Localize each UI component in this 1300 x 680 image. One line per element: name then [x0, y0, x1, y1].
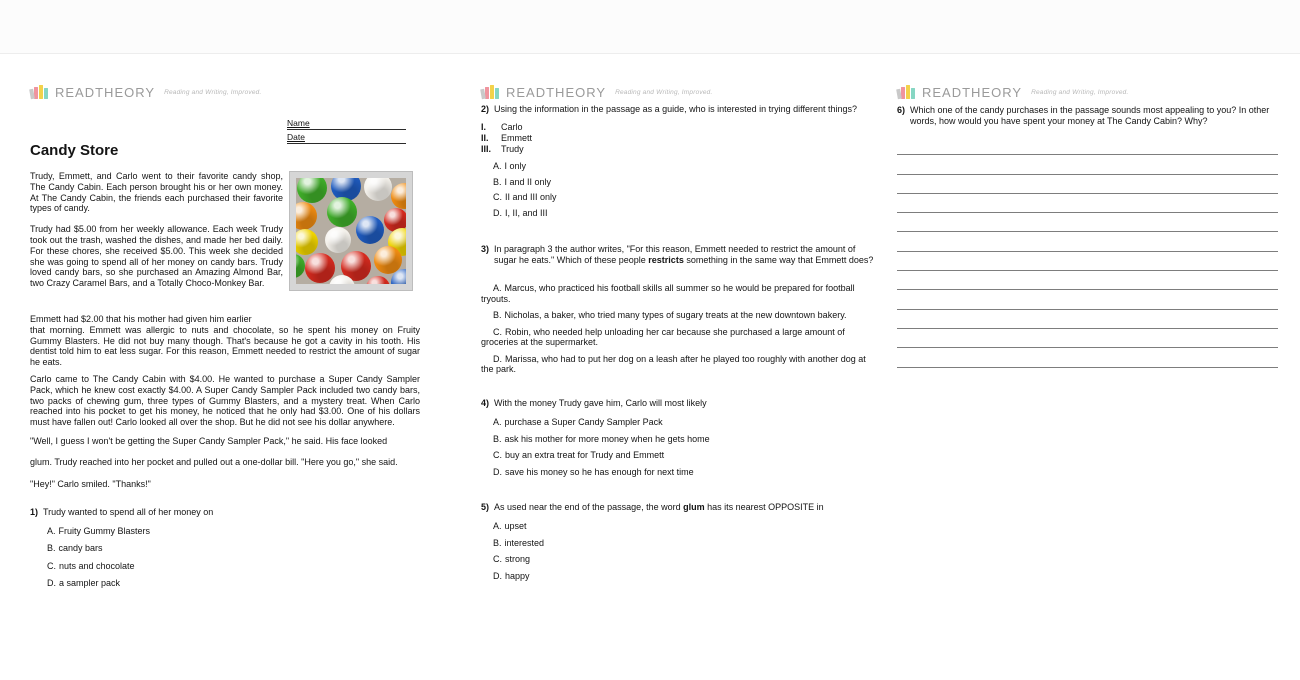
- question-1-option-c: C. nuts and chocolate: [47, 560, 135, 571]
- question-1-option-b: B. candy bars: [47, 543, 103, 554]
- gumball: [366, 276, 390, 284]
- question-6-prompt: Which one of the candy purchases in the passage sounds most appealing to you? In other words, how would you have spent your money at The Candy Cabin? Why?: [910, 105, 1270, 126]
- roman-item-1: I. Carlo: [481, 122, 523, 132]
- books-icon: [897, 85, 915, 99]
- question-3-number: 3): [481, 244, 490, 254]
- question-3: [481, 244, 877, 266]
- passage-paragraph-2: Trudy had $5.00 from her weekly allowance. Each week Trudy took out the trash, washed the dishes, and made her bed daily. For these chores, she received $5.00. This week she decided she was going to spend all of her money on candy bars. Trudy loved candy bars, so she purchased an Amazing Almond Bar, two Crazy Caramel Bars, and a Totally Choco-Monkey Bar.: [30, 224, 283, 289]
- answer-line[interactable]: [897, 348, 1278, 367]
- question-4-number: 4): [481, 398, 490, 408]
- question-3-prompt: In paragraph 3 the author writes, "For this reason, Emmett needed to restrict the amount of sugar he eats." Which of these people restricts something in the same way that Emmett does?: [494, 244, 874, 265]
- question-2-option-c: C. II and III only: [493, 192, 557, 203]
- gumball: [364, 178, 392, 201]
- question-5: [481, 502, 877, 513]
- question-2-number: 2): [481, 104, 490, 114]
- question-3-option-d: D. Marissa, who had to put her dog on a leash after he played too roughly with another dog at the park.: [481, 353, 866, 374]
- question-2-option-d: D. I, II, and III: [493, 208, 548, 219]
- answer-line[interactable]: [897, 232, 1278, 251]
- brand-tagline: Reading and Writing, Improved.: [164, 88, 262, 96]
- passage-title: Candy Store: [30, 142, 119, 159]
- name-label: Name: [287, 118, 310, 128]
- name-field[interactable]: [287, 118, 406, 130]
- passage-paragraph-3: [30, 314, 420, 368]
- name-date-block: [287, 118, 406, 146]
- question-2-roman-list: [481, 122, 532, 155]
- question-4-option-a: A. purchase a Super Candy Sampler Pack: [493, 417, 663, 427]
- answer-line[interactable]: [897, 271, 1278, 290]
- answer-line[interactable]: [897, 175, 1278, 194]
- question-2-option-a: A. I only: [493, 161, 527, 171]
- date-field[interactable]: [287, 132, 406, 144]
- readtheory-logo: [30, 84, 261, 100]
- question-5-option-b: B. interested: [493, 537, 545, 548]
- brand-name: READTHEORY: [922, 84, 1023, 100]
- gumball: [391, 183, 406, 209]
- question-4-prompt: With the money Trudy gave him, Carlo will most likely: [494, 398, 707, 408]
- question-1-number: 1): [30, 507, 39, 517]
- question-4: [481, 398, 877, 409]
- dialogue-line-1: "Well, I guess I won't be getting the Super Candy Sampler Pack," he said. His face looked: [30, 436, 388, 446]
- brand-tagline: Reading and Writing, Improved.: [1031, 88, 1129, 96]
- answer-line[interactable]: [897, 329, 1278, 348]
- brand-name: READTHEORY: [506, 84, 607, 100]
- question-2-prompt: Using the information in the passage as a guide, who is interested in trying different things?: [494, 104, 858, 114]
- gumball: [305, 253, 335, 283]
- gumballs-photo: [289, 171, 413, 291]
- brand-tagline: Reading and Writing, Improved.: [615, 88, 713, 96]
- passage-dialogue: [30, 436, 420, 500]
- brand-name: READTHEORY: [55, 84, 156, 100]
- answer-line[interactable]: [897, 194, 1278, 213]
- question-5-option-a: A. upset: [493, 521, 527, 531]
- paragraph-3-first-line: Emmett had $2.00 that his mother had given him earlier: [30, 314, 252, 324]
- gumball: [327, 197, 357, 227]
- question-3-option-c: C. Robin, who needed help unloading her car because she purchased a large amount of groceries at the supermarket.: [481, 326, 845, 347]
- question-3-options: [481, 283, 877, 381]
- dialogue-line-2: glum. Trudy reached into her pocket and pulled out a one-dollar bill. "Here you go," she said.: [30, 457, 398, 468]
- question-6: [897, 105, 1280, 127]
- date-label: Date: [287, 132, 305, 142]
- question-1-prompt: Trudy wanted to spend all of her money on: [43, 507, 214, 517]
- passage-column: [30, 171, 283, 299]
- passage-top-section: [30, 171, 422, 299]
- readtheory-logo: [481, 84, 712, 100]
- question-5-options: [481, 521, 544, 588]
- question-5-option-d: D. happy: [493, 571, 530, 582]
- question-5-number: 5): [481, 502, 490, 512]
- answer-line[interactable]: [897, 310, 1278, 329]
- question-3-option-a: A. Marcus, who practiced his football skills all summer so he would be prepared for football tryouts.: [481, 283, 855, 304]
- question-4-option-d: D. save his money so he has enough for next time: [493, 466, 694, 477]
- question-1: [30, 507, 422, 595]
- question-2-option-b: B. I and II only: [493, 176, 552, 187]
- roman-item-3: III. Trudy: [481, 144, 524, 154]
- top-margin-band: [0, 0, 1300, 54]
- written-answer-area: [897, 136, 1278, 368]
- question-1-option-d: D. a sampler pack: [47, 577, 121, 588]
- dialogue-line-3: "Hey!" Carlo smiled. "Thanks!": [30, 478, 151, 489]
- question-2: [481, 104, 877, 115]
- gumball: [296, 254, 305, 278]
- passage-paragraph-1: Trudy, Emmett, and Carlo went to their favorite candy shop, The Candy Cabin. Each person brought his or her own money. At The Candy Cabin, the friends each purchased their favorite types of candy.: [30, 171, 283, 214]
- gumball: [325, 227, 351, 253]
- readtheory-logo: [897, 84, 1128, 100]
- gumball: [296, 202, 317, 230]
- question-3-option-b: B. Nicholas, a baker, who tried many types of sugary treats at the new downtown bakery.: [493, 310, 847, 320]
- gumball: [296, 229, 318, 255]
- books-icon: [30, 85, 48, 99]
- question-5-prompt: As used near the end of the passage, the word glum has its nearest OPPOSITE in: [494, 502, 824, 512]
- books-icon: [481, 85, 499, 99]
- question-6-number: 6): [897, 105, 906, 115]
- question-2-options: [481, 161, 557, 224]
- bold-word-restricts: restricts: [648, 255, 684, 265]
- question-1-option-a: A. Fruity Gummy Blasters: [47, 526, 151, 536]
- answer-line[interactable]: [897, 290, 1278, 309]
- question-5-option-c: C. strong: [493, 554, 531, 565]
- answer-line[interactable]: [897, 136, 1278, 155]
- question-4-option-b: B. ask his mother for more money when he gets home: [493, 433, 710, 444]
- roman-item-2: II. Emmett: [481, 133, 533, 143]
- answer-line[interactable]: [897, 155, 1278, 174]
- gumball: [297, 178, 327, 203]
- bold-word-glum: glum: [683, 502, 705, 512]
- question-4-option-c: C. buy an extra treat for Trudy and Emmett: [493, 450, 665, 460]
- answer-line[interactable]: [897, 213, 1278, 232]
- question-1-options: [30, 526, 422, 588]
- question-4-options: [481, 417, 710, 483]
- answer-line[interactable]: [897, 252, 1278, 271]
- paragraph-3-rest: that morning. Emmett was allergic to nuts and chocolate, so he spent his money on Fruity Gummy Blasters. He did not buy many though. That's because he got a cavity in his tooth. His dentist told him to eat less sugar. For this reason, Emmett needed to restrict the amount of sugar he eats.: [30, 324, 420, 368]
- gumball: [356, 216, 384, 244]
- gumballs-photo-inner: [296, 178, 406, 284]
- passage-paragraph-4: Carlo came to The Candy Cabin with $4.00. He wanted to purchase a Super Candy Sampler Pack, which he knew cost exactly $4.00. A Super Candy Sampler Pack included two candy bars, two packs of chewing gum, three types of Gummy Blasters, and a mystery treat. When Carlo reached into his pocket to get his money, he noticed that he only had $3.00. One of his dollars must have fallen out! Carlo looked all over the shop. But he did not see his dollar anywhere.: [30, 374, 420, 428]
